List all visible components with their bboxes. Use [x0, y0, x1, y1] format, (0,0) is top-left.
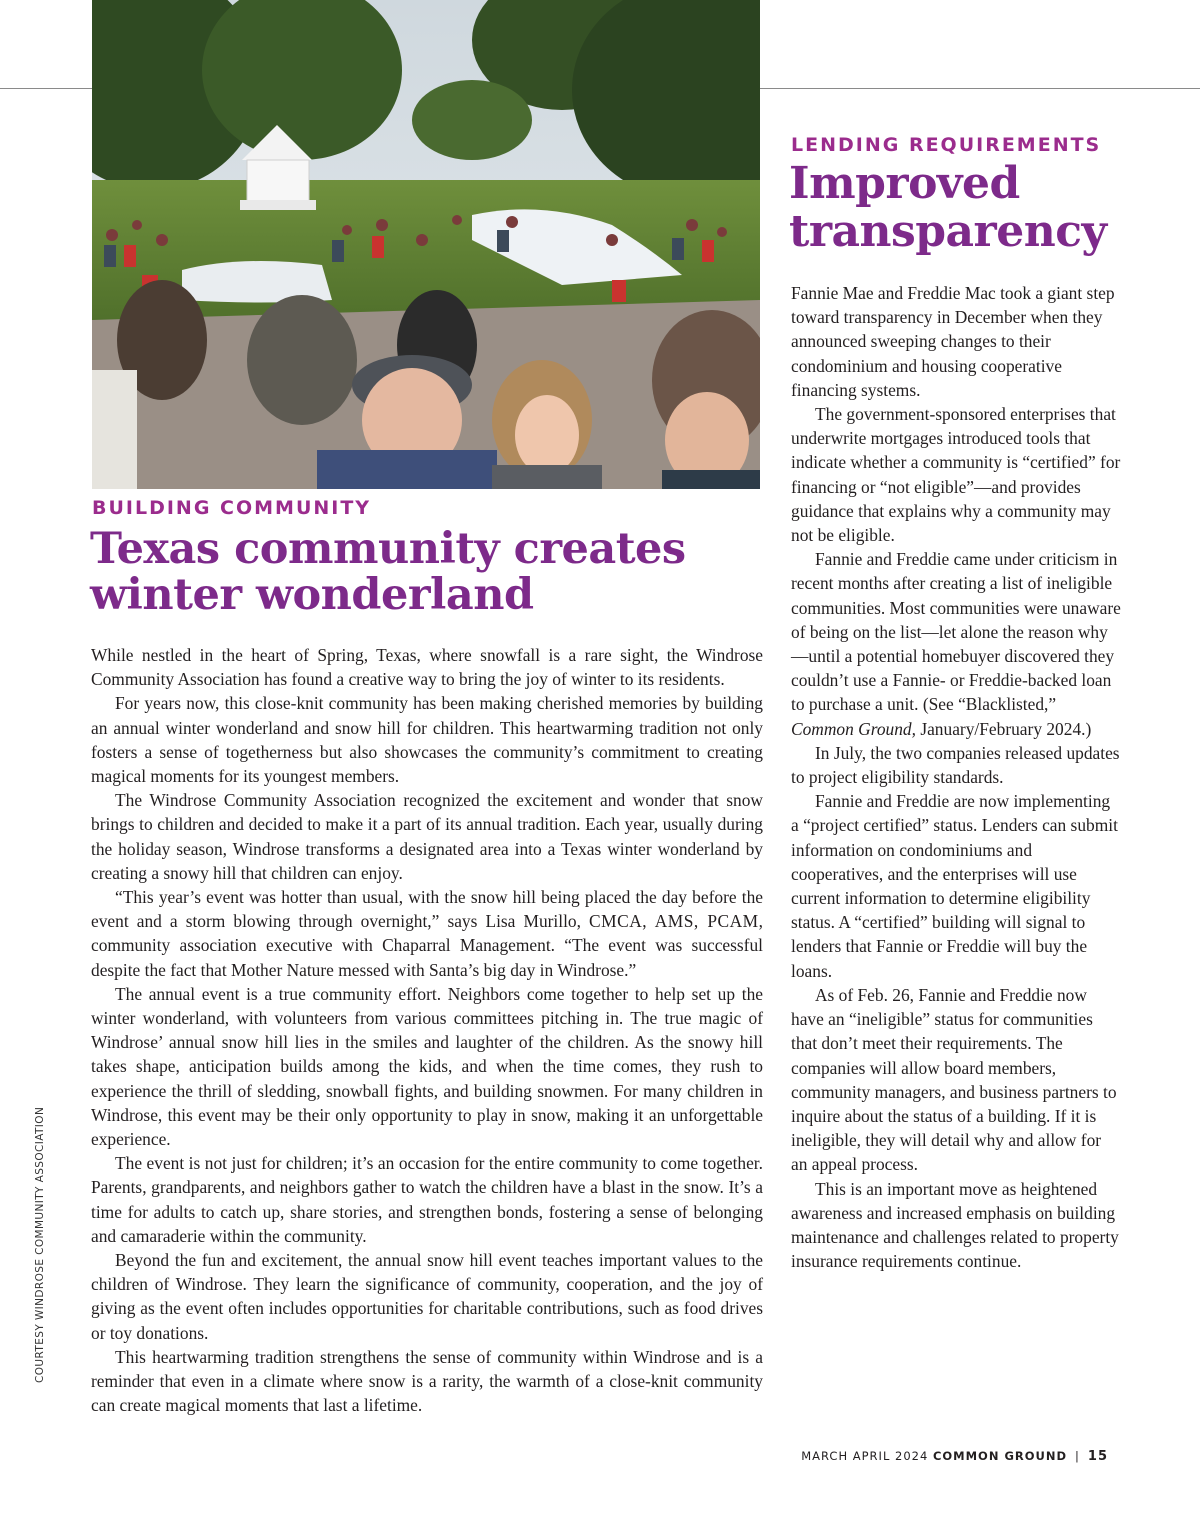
- credentials: CMCA, AMS, PCAM: [589, 911, 759, 932]
- page-number: 15: [1087, 1449, 1108, 1464]
- quote-text-before: “This year’s event was hotter than usual, with the snow hill being placed the day before the event and a storm blowing through overnight,” says Lisa Murillo,: [91, 887, 763, 932]
- left-paragraph-6: The event is not just for children; it’s an occasion for the entire community to come together. Parents, grandparents, and neighbors gather to watch the children have a blast in the snow. It’s a time for adults to catch up, share stories, and strengthen bonds, fostering a sense of belonging and camaraderie within the community.: [91, 1153, 763, 1246]
- right-headline: Improved transparency: [789, 158, 1107, 257]
- page-footer: [801, 1449, 1108, 1464]
- right-paragraph-7: This is an important move as heightened awareness and increased emphasis on building maintenance and challenges related to property insurance requirements continue.: [791, 1178, 1119, 1272]
- citation-after: January/February 2024.): [915, 718, 1092, 739]
- right-paragraph-2: The government-sponsored enterprises that underwrite mortgages introduced tools that indicate whether a community is “certified” for financing or “not eligible”—and provides guidance that explains why a community may not be eligible.: [791, 404, 1121, 546]
- right-paragraph-4: In July, the two companies released updates to project eligibility standards.: [791, 742, 1120, 788]
- left-headline: Texas community creates winter wonderland: [90, 524, 686, 620]
- left-paragraph-1: While nestled in the heart of Spring, Texas, where snowfall is a rare sight, the Windrose Community Association has found a creative way to bring the joy of winter to its residents.: [91, 645, 763, 690]
- right-article-body: [791, 281, 1121, 1273]
- left-paragraph-quote: [91, 885, 763, 982]
- publication-title: Common Ground,: [791, 718, 916, 739]
- event-photo: [92, 0, 760, 489]
- magazine-name: COMMON GROUND: [932, 1449, 1068, 1463]
- right-kicker: LENDING REQUIREMENTS: [791, 134, 1102, 156]
- right-paragraph-citation: [791, 547, 1121, 741]
- quote-text-after: , community association executive with Chaparral Management. “The event was successful despite the fact that Mother Nature messed with Santa’s big day in Windrose.”: [91, 911, 763, 980]
- left-paragraph-7: Beyond the fun and excitement, the annual snow hill event teaches important values to the children of Windrose. They learn the significance of community, cooperation, and the joy of giving as the event often includes opportunities for charitable contributions, such as food drives or toy donations.: [91, 1250, 763, 1343]
- right-paragraph-6: As of Feb. 26, Fannie and Freddie now have an “ineligible” status for communities that don’t meet their requirements. The companies will allow board members, community managers, and business partners to inquire about the status of a building. If it is ineligible, they will detail why and allow for an appeal process.: [791, 984, 1117, 1175]
- left-paragraph-2: For years now, this close-knit community has been making cherished memories by building an annual winter wonderland and snow hill for children. This heartwarming tradition not only fosters a sense of togetherness but also showcases the community’s commitment to creating magical moments for its youngest members.: [91, 693, 763, 787]
- right-paragraph-5: Fannie and Freddie are now implementing a “project certified” status. Lenders can submit information on condominiums and cooperatives, and the enterprises will use current information to determine eligibility status. A “certified” building will signal to lenders that Fannie or Freddie will buy the loans.: [791, 791, 1118, 981]
- left-paragraph-5: The annual event is a true community effort. Neighbors come together to help set up the winter wonderland, with volunteers from various committees pitching in. The true magic of Windrose’ annual snow hill lies in the smiles and laughter of the children. As the snowy hill takes shape, anticipation builds among the kids, and when the time comes, they rush to experience the thrill of sledding, snowball fights, and building snowmen. For many children in Windrose, this event may be their only opportunity to play in snow, making it an unforgettable experience.: [91, 983, 763, 1150]
- top-rule-right: [760, 88, 1200, 89]
- top-rule-left: [0, 88, 92, 89]
- footer-separator: |: [1075, 1449, 1080, 1463]
- citation-before: Fannie and Freddie came under criticism in recent months after creating a list of ineligible communities. Most communities were unaware of being on the list—let alone the reason why—until a potential homebuyer discovered they couldn’t use a Fannie- or Freddie-backed loan to purchase a unit. (See “Blacklisted,”: [791, 549, 1121, 715]
- left-article-body: [91, 643, 763, 1418]
- photo-credit: COURTESY WINDROSE COMMUNITY ASSOCIATION: [34, 1106, 46, 1383]
- left-kicker: BUILDING COMMUNITY: [92, 497, 372, 519]
- left-paragraph-8: This heartwarming tradition strengthens the sense of community within Windrose and is a reminder that even in a climate where snow is a rarity, the warmth of a close-knit community can create magical moments that last a lifetime.: [91, 1346, 763, 1416]
- right-paragraph-1: Fannie Mae and Freddie Mac took a giant step toward transparency in December when they announced sweeping changes to their condominium and housing cooperative financing systems.: [791, 283, 1115, 400]
- issue-date: MARCH APRIL 2024: [801, 1449, 929, 1463]
- left-paragraph-3: The Windrose Community Association recognized the excitement and wonder that snow brings to children and decided to make it a part of its annual tradition. Each year, usually during the holiday season, Windrose transforms a designated area into a Texas winter wonderland by creating a snowy hill that children can enjoy.: [91, 790, 763, 883]
